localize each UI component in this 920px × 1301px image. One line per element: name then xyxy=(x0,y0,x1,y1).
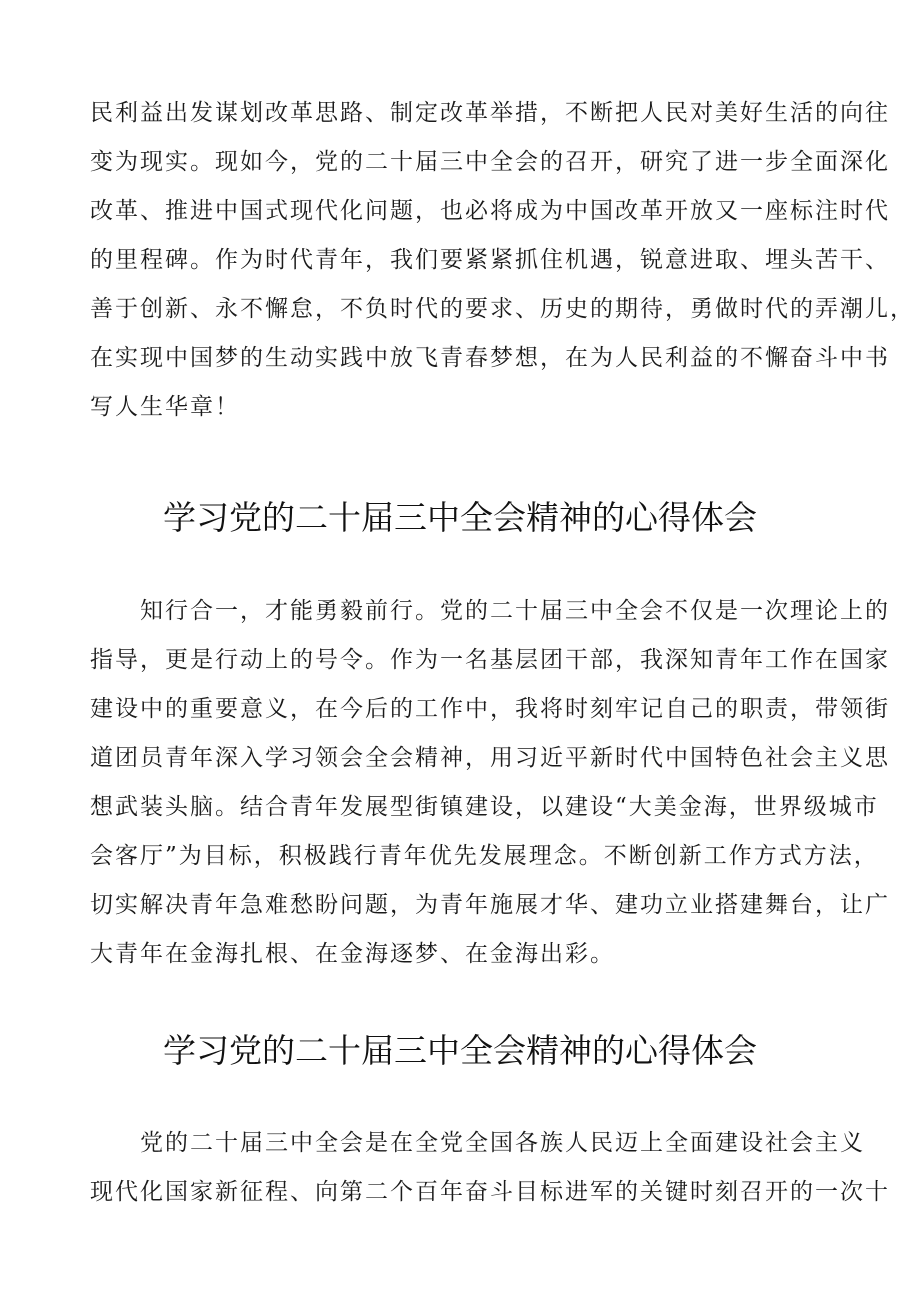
paragraph-line: 切实解决青年急难愁盼问题，为青年施展才华、建功立业搭建舞台，让广 xyxy=(90,892,890,918)
paragraph-line: 想武装头脑。结合青年发展型街镇建设，以建设“大美金海，世界级城市 xyxy=(90,794,879,820)
paragraph-line: 建设中的重要意义，在今后的工作中，我将时刻牢记自己的职责，带领街 xyxy=(90,696,890,722)
paragraph-line: 指导，更是行动上的号令。作为一名基层团干部，我深知青年工作在国家 xyxy=(90,647,890,673)
section-heading: 学习党的二十届三中全会精神的心得体会 xyxy=(163,498,757,537)
paragraph-line: 大青年在金海扎根、在金海逐梦、在金海出彩。 xyxy=(90,941,615,967)
paragraph-line: 变为现实。现如今，党的二十届三中全会的召开，研究了进一步全面深化 xyxy=(90,149,890,175)
paragraph-line: 现代化国家新征程、向第二个百年奋斗目标进军的关键时刻召开的一次十 xyxy=(90,1179,890,1205)
paragraph-line: 改革、推进中国式现代化问题，也必将成为中国改革开放又一座标注时代 xyxy=(90,198,890,224)
section-heading: 学习党的二十届三中全会精神的心得体会 xyxy=(163,1031,757,1070)
paragraph-line: 的里程碑。作为时代青年，我们要紧紧抓住机遇，锐意进取、埋头苦干、 xyxy=(90,247,890,273)
paragraph-line: 善于创新、永不懈怠，不负时代的要求、历史的期待，勇做时代的弄潮儿， xyxy=(90,296,915,322)
paragraph-line: 党的二十届三中全会是在全党全国各族人民迈上全面建设社会主义 xyxy=(90,1130,865,1156)
paragraph-line: 在实现中国梦的生动实践中放飞青春梦想，在为人民利益的不懈奋斗中书 xyxy=(90,345,890,371)
paragraph-line: 会客厅”为目标，积极践行青年优先发展理念。不断创新工作方式方法， xyxy=(90,843,879,869)
paragraph-line: 道团员青年深入学习领会全会精神，用习近平新时代中国特色社会主义思 xyxy=(90,745,890,771)
paragraph-line: 民利益出发谋划改革思路、制定改革举措，不断把人民对美好生活的向往 xyxy=(90,100,890,126)
paragraph-line: 写人生华章！ xyxy=(90,394,240,420)
paragraph-line: 知行合一，才能勇毅前行。党的二十届三中全会不仅是一次理论上的 xyxy=(90,598,890,624)
